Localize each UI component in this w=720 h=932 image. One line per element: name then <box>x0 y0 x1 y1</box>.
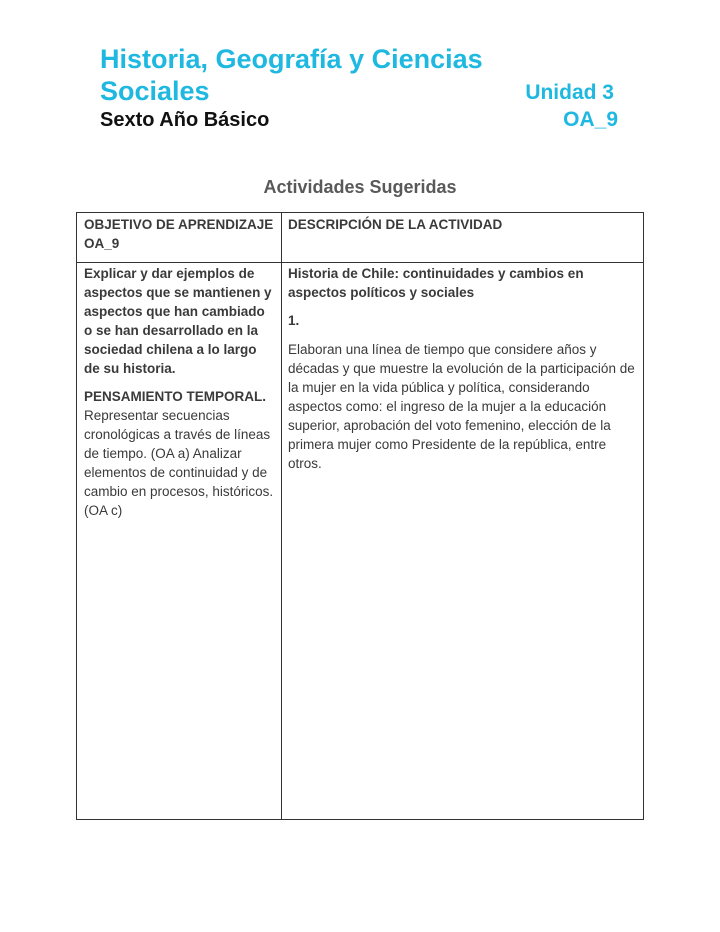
document-header <box>100 44 618 132</box>
skill-text: Representar secuencias cronológicas a través de líneas de tiempo. (OA a) Analizar elementos de continuidad y de cambio en procesos, históricos. (OA c) <box>84 408 274 518</box>
section-title: Actividades Sugeridas <box>263 177 457 197</box>
objective-column-header: OBJETIVO DE APRENDIZAJE OA_9 <box>77 213 282 263</box>
header-row-subject-unit <box>100 74 618 106</box>
oa-code-label: OA_9 <box>563 108 618 131</box>
objective-statement: Explicar y dar ejemplos de aspectos que se mantienen y aspectos que han cambiado o se han desarrollado en la sociedad chilena a lo largo de su historia. <box>84 266 272 376</box>
grade-label: Sexto Año Básico <box>100 109 270 131</box>
activities-table <box>76 212 644 820</box>
table-row <box>77 263 644 820</box>
table-header-row <box>77 213 644 263</box>
activity-description: Elaboran una línea de tiempo que considere años y décadas y que muestre la evolución de la participación de la mujer en la vida pública y política, considerando aspectos como: el ingreso de la mujer a la educación superior, aprobación del voto femenino, elección de la primera mujer como Presidente de la república, entre otros. <box>288 342 635 471</box>
subject-title-line1: Historia, Geografía y Ciencias <box>100 44 483 74</box>
activity-cell <box>282 263 644 820</box>
activity-title: Historia de Chile: continuidades y cambios en aspectos políticos y sociales <box>288 266 584 300</box>
objective-cell <box>77 263 282 820</box>
subject-title-line2: Sociales <box>100 76 210 106</box>
skill-label: PENSAMIENTO TEMPORAL. <box>84 389 267 404</box>
unit-label: Unidad 3 <box>525 81 614 104</box>
description-column-header: DESCRIPCIÓN DE LA ACTIVIDAD <box>282 213 644 263</box>
activity-number: 1. <box>288 313 300 328</box>
header-row-grade-oa <box>100 108 618 132</box>
skill-paragraph <box>84 387 276 520</box>
